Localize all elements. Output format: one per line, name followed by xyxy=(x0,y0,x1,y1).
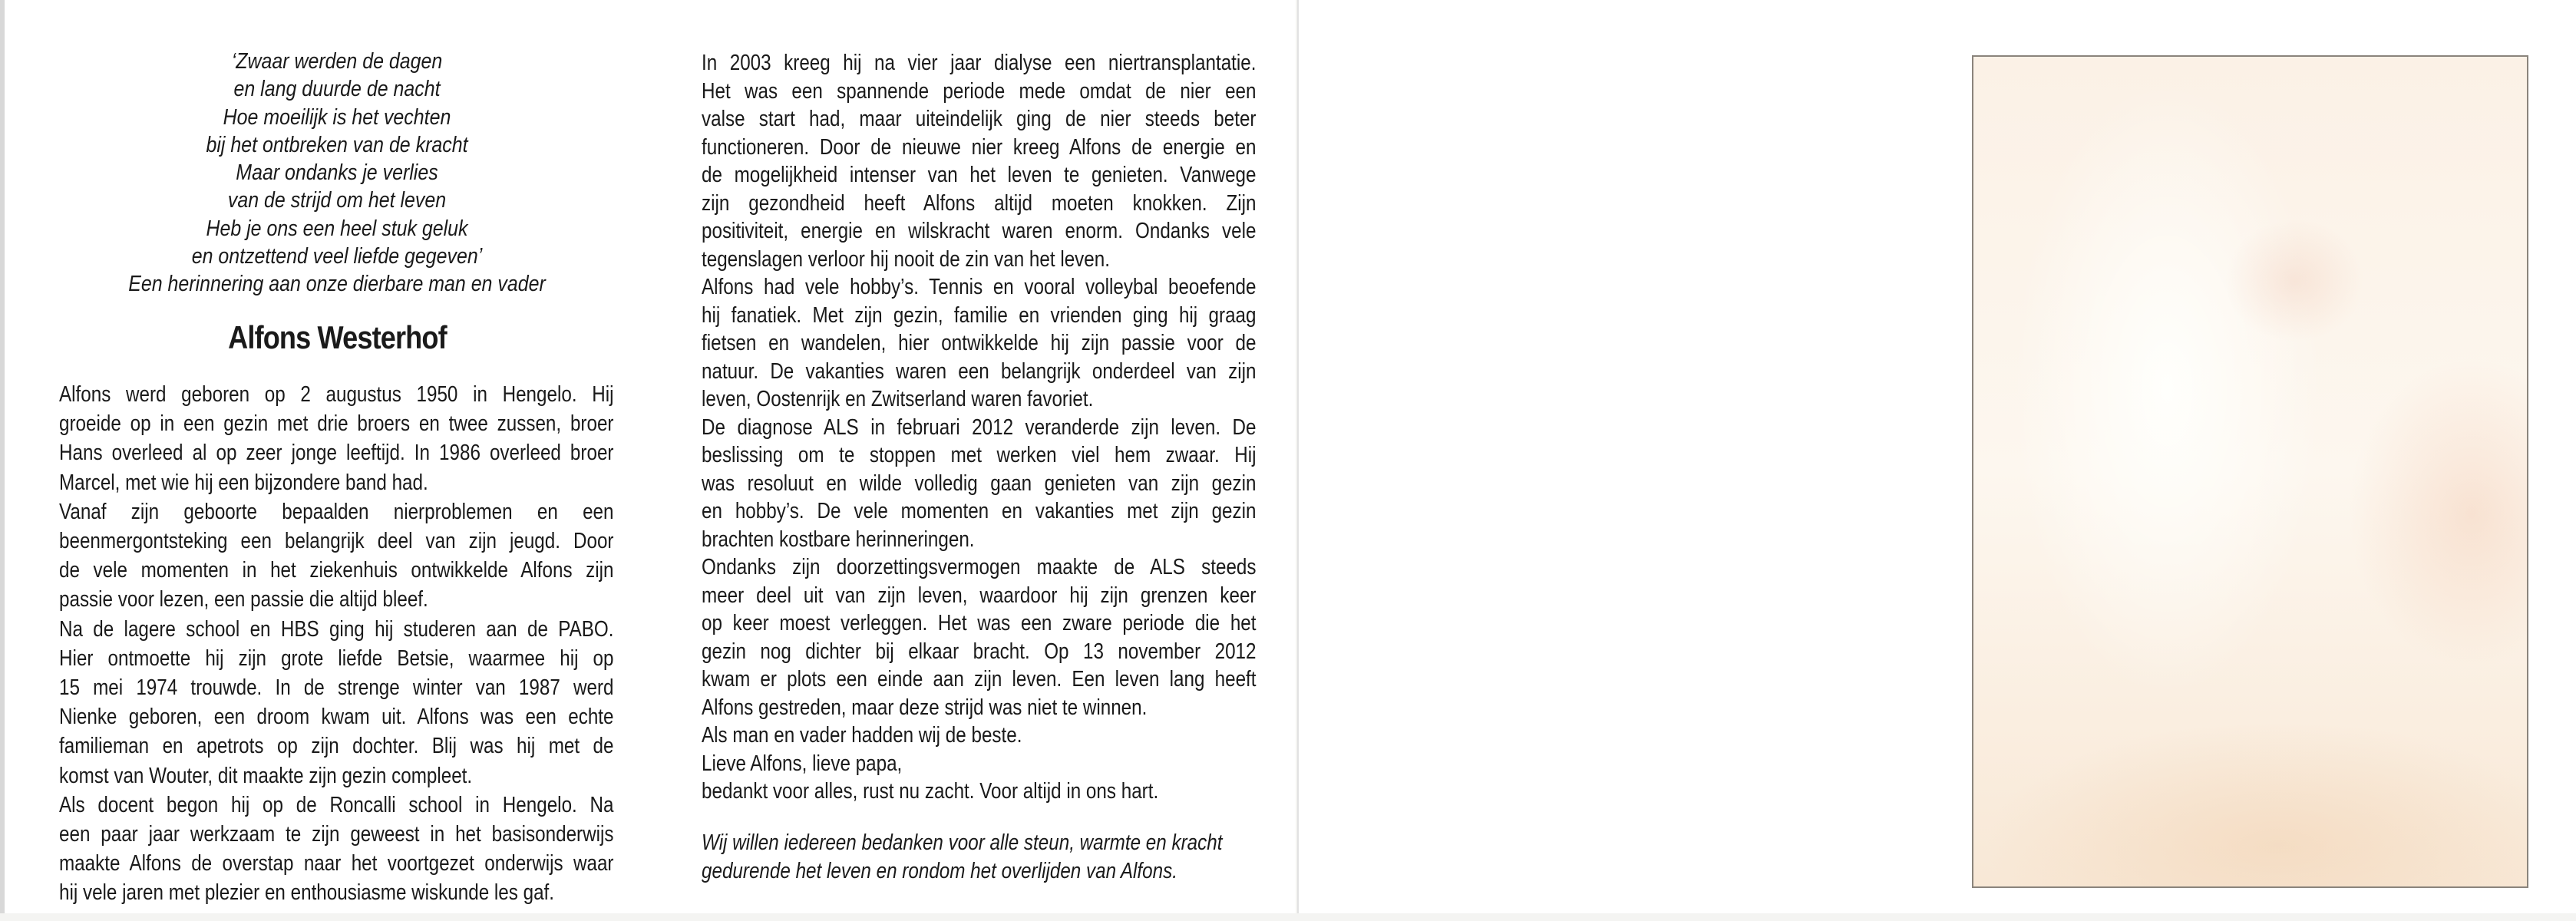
text-line: beslissing om te stoppen met werken viel hem zwaar. Hij xyxy=(702,443,1257,467)
poem-line: Maar ondanks je verlies xyxy=(236,160,438,186)
text-line: en hobby’s. De vele momenten en vakanties met zijn gezin xyxy=(702,499,1257,523)
text-line: groeide op in een gezin met drie broers en twee zussen, broer xyxy=(59,411,614,437)
left-card-page xyxy=(0,0,1296,913)
text-line: bedankt voor alles, rust nu zacht. Voor altijd in ons hart. xyxy=(702,779,1159,804)
text-line: functioneren. Door de nieuwe nier kreeg Alfons de energie en xyxy=(702,134,1257,160)
text-line: Nienke geboren, een droom kwam uit. Alfons was een echte xyxy=(59,705,614,730)
text-line: Hier ontmoette hij zijn grote liefde Betsie, waarmee hij op xyxy=(59,645,614,671)
text-line: tegenslagen verloor hij nooit de zin van het leven. xyxy=(702,246,1110,272)
photo-frame xyxy=(1972,55,2528,888)
text-line: positiviteit, energie en wilskracht waren enorm. Ondanks vele xyxy=(702,219,1257,243)
poem-line: Heb je ons een heel stuk geluk xyxy=(206,216,468,241)
poem-line: van de strijd om het leven xyxy=(227,188,447,213)
text-line: zijn gezondheid heeft Alfons altijd moeten knokken. Zijn xyxy=(702,190,1257,216)
text-line: Vanaf zijn geboorte bepaalden nierproblemen en een xyxy=(59,499,614,524)
poem-line: en ontzettend veel liefde gegeven’ xyxy=(191,244,483,269)
text-line: Ondanks zijn doorzettingsvermogen maakte de ALS steeds xyxy=(702,555,1257,579)
thanks-note xyxy=(702,829,1257,886)
text-line: een paar jaar werkzaam te zijn geweest in het basisonderwijs xyxy=(59,822,614,847)
text-line: de mogelijkheid intenser van het leven te genieten. Vanwege xyxy=(702,163,1257,187)
thanks-line: gedurende het leven en rondom het overlijden van Alfons. xyxy=(702,859,1177,883)
poem-line: en lang duurde de nacht xyxy=(233,77,441,102)
biography-right-column xyxy=(702,49,1257,806)
text-line: valse start had, maar uiteindelijk ging de nier steeds beter xyxy=(702,107,1257,131)
poem-line: bij het ontbreken van de kracht xyxy=(206,132,468,157)
text-line: Alfons werd geboren op 2 augustus 1950 in Hengelo. Hij xyxy=(59,382,614,407)
poem-line: ‘Zwaar werden de dagen xyxy=(231,49,443,74)
biography-left-column xyxy=(59,380,614,908)
text-line: meer deel uit van zijn leven, waardoor hij zijn grenzen keer xyxy=(702,583,1257,608)
text-line: de vele momenten in het ziekenhuis ontwikkelde Alfons zijn xyxy=(59,558,614,583)
text-line: beenmergontsteking een belangrijk deel van zijn jeugd. Door xyxy=(59,529,614,554)
text-line: op keer moest verleggen. Het was een zware periode die het xyxy=(702,611,1257,635)
text-line: Lieve Alfons, lieve papa, xyxy=(702,751,903,776)
poem-line: Hoe moeilijk is het vechten xyxy=(223,104,451,130)
text-line: Na de lagere school en HBS ging hij studeren aan de PABO. xyxy=(59,616,614,642)
text-line: Alfons had vele hobby’s. Tennis en vooral volleybal beoefende xyxy=(702,275,1257,299)
text-line: 15 mei 1974 trouwde. In de strenge winter van 1987 werd xyxy=(59,675,614,701)
text-line: In 2003 kreeg hij na vier jaar dialyse een niertransplantatie. xyxy=(702,51,1257,75)
text-line: kwam er plots een einde aan zijn leven. Een leven lang heeft xyxy=(702,667,1257,692)
text-line: brachten kostbare herinneringen. xyxy=(702,527,975,552)
text-line: fietsen en wandelen, hier ontwikkelde hij zijn passie voor de xyxy=(702,331,1257,355)
text-line: hij fanatiek. Met zijn gezin, familie en vrienden ging hij graag xyxy=(702,302,1257,328)
text-line: Alfons gestreden, maar deze strijd was niet te winnen. xyxy=(702,695,1148,720)
text-line: Als docent begon hij op de Roncalli school in Hengelo. Na xyxy=(59,792,614,817)
poem xyxy=(5,48,669,299)
text-line: Marcel, met wie hij een bijzondere band had. xyxy=(59,470,428,495)
text-line: Hans overleed al op zeer jonge leeftijd. In 1986 overleed broer xyxy=(59,441,614,466)
text-line: leven, Oostenrijk en Zwitserland waren favoriet. xyxy=(702,387,1094,411)
text-line: Als man en vader hadden wij de beste. xyxy=(702,723,1022,748)
text-line: familieman en apetrots op zijn dochter. Blij was hij met de xyxy=(59,734,614,759)
text-line: natuur. De vakanties waren een belangrijk onderdeel van zijn xyxy=(702,358,1257,384)
deceased-name xyxy=(5,319,669,357)
text-line: Het was een spannende periode mede omdat de nier een xyxy=(702,78,1257,104)
text-line: was resoluut en wilde volledig gaan genieten van zijn gezin xyxy=(702,470,1257,496)
text-line: gezin nog dichter bij elkaar bracht. Op 13 november 2012 xyxy=(702,639,1257,664)
poem-dedication: Een herinnering aan onze dierbare man en vader xyxy=(128,272,546,297)
text-line: hij vele jaren met plezier en enthousiasme wiskunde les gaf. xyxy=(59,880,555,906)
text-line: passie voor lezen, een passie die altijd bleef. xyxy=(59,587,428,612)
name-text: Alfons Westerhof xyxy=(227,319,447,355)
text-line: komst van Wouter, dit maakte zijn gezin compleet. xyxy=(59,763,473,788)
text-line: De diagnose ALS in februari 2012 veranderde zijn leven. De xyxy=(702,414,1257,440)
text-line: maakte Alfons de overstap naar het voortgezet onderwijs waar xyxy=(59,851,614,876)
thanks-line: Wij willen iedereen bedanken voor alle steun, warmte en kracht xyxy=(702,830,1223,855)
